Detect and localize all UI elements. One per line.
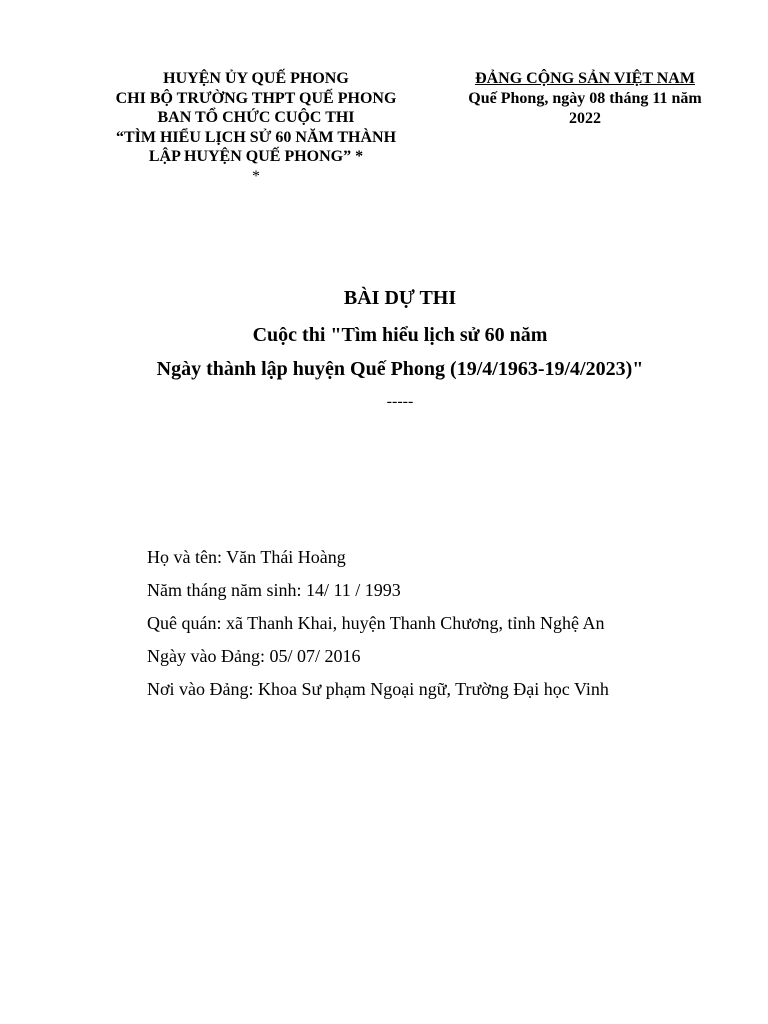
contest-name-line-1: “TÌM HIỂU LỊCH SỬ 60 NĂM THÀNH — [115, 128, 397, 146]
header-star: * — [252, 167, 260, 185]
place-date-line-1: Quế Phong, ngày 08 tháng 11 năm — [468, 90, 702, 107]
info-hometown: Quê quán: xã Thanh Khai, huyện Thanh Chương, tỉnh Nghệ An — [147, 613, 605, 633]
title-block — [0, 282, 768, 414]
contestant-info — [147, 541, 747, 706]
issuing-organization-block — [92, 69, 420, 186]
place-date-line-2: 2022 — [569, 110, 601, 127]
organizing-board-line: BAN TỔ CHỨC CUỘC THI — [157, 109, 355, 126]
contest-name-line-2: LẬP HUYỆN QUẾ PHONG” * — [148, 148, 364, 165]
contest-subtitle-2: Ngày thành lập huyện Quế Phong (19/4/1963-19/4/2023)" — [156, 358, 644, 380]
title-separator: ----- — [386, 393, 414, 410]
party-and-date-block — [448, 69, 722, 129]
info-party-place: Nơi vào Đảng: Khoa Sư phạm Ngoại ngữ, Trường Đại học Vinh — [147, 679, 609, 699]
info-party-date: Ngày vào Đảng: 05/ 07/ 2016 — [147, 646, 361, 666]
contest-subtitle-1: Cuộc thi "Tìm hiểu lịch sử 60 năm — [252, 324, 548, 346]
info-name: Họ và tên: Văn Thái Hoàng — [147, 547, 346, 567]
district-committee-line: HUYỆN ỦY QUẾ PHONG — [163, 70, 349, 87]
party-name: ĐẢNG CỘNG SẢN VIỆT NAM — [475, 70, 695, 87]
document-title: BÀI DỰ THI — [343, 287, 457, 309]
info-birth: Năm tháng năm sinh: 14/ 11 / 1993 — [147, 580, 401, 600]
party-cell-line: CHI BỘ TRƯỜNG THPT QUẾ PHONG — [115, 89, 397, 107]
